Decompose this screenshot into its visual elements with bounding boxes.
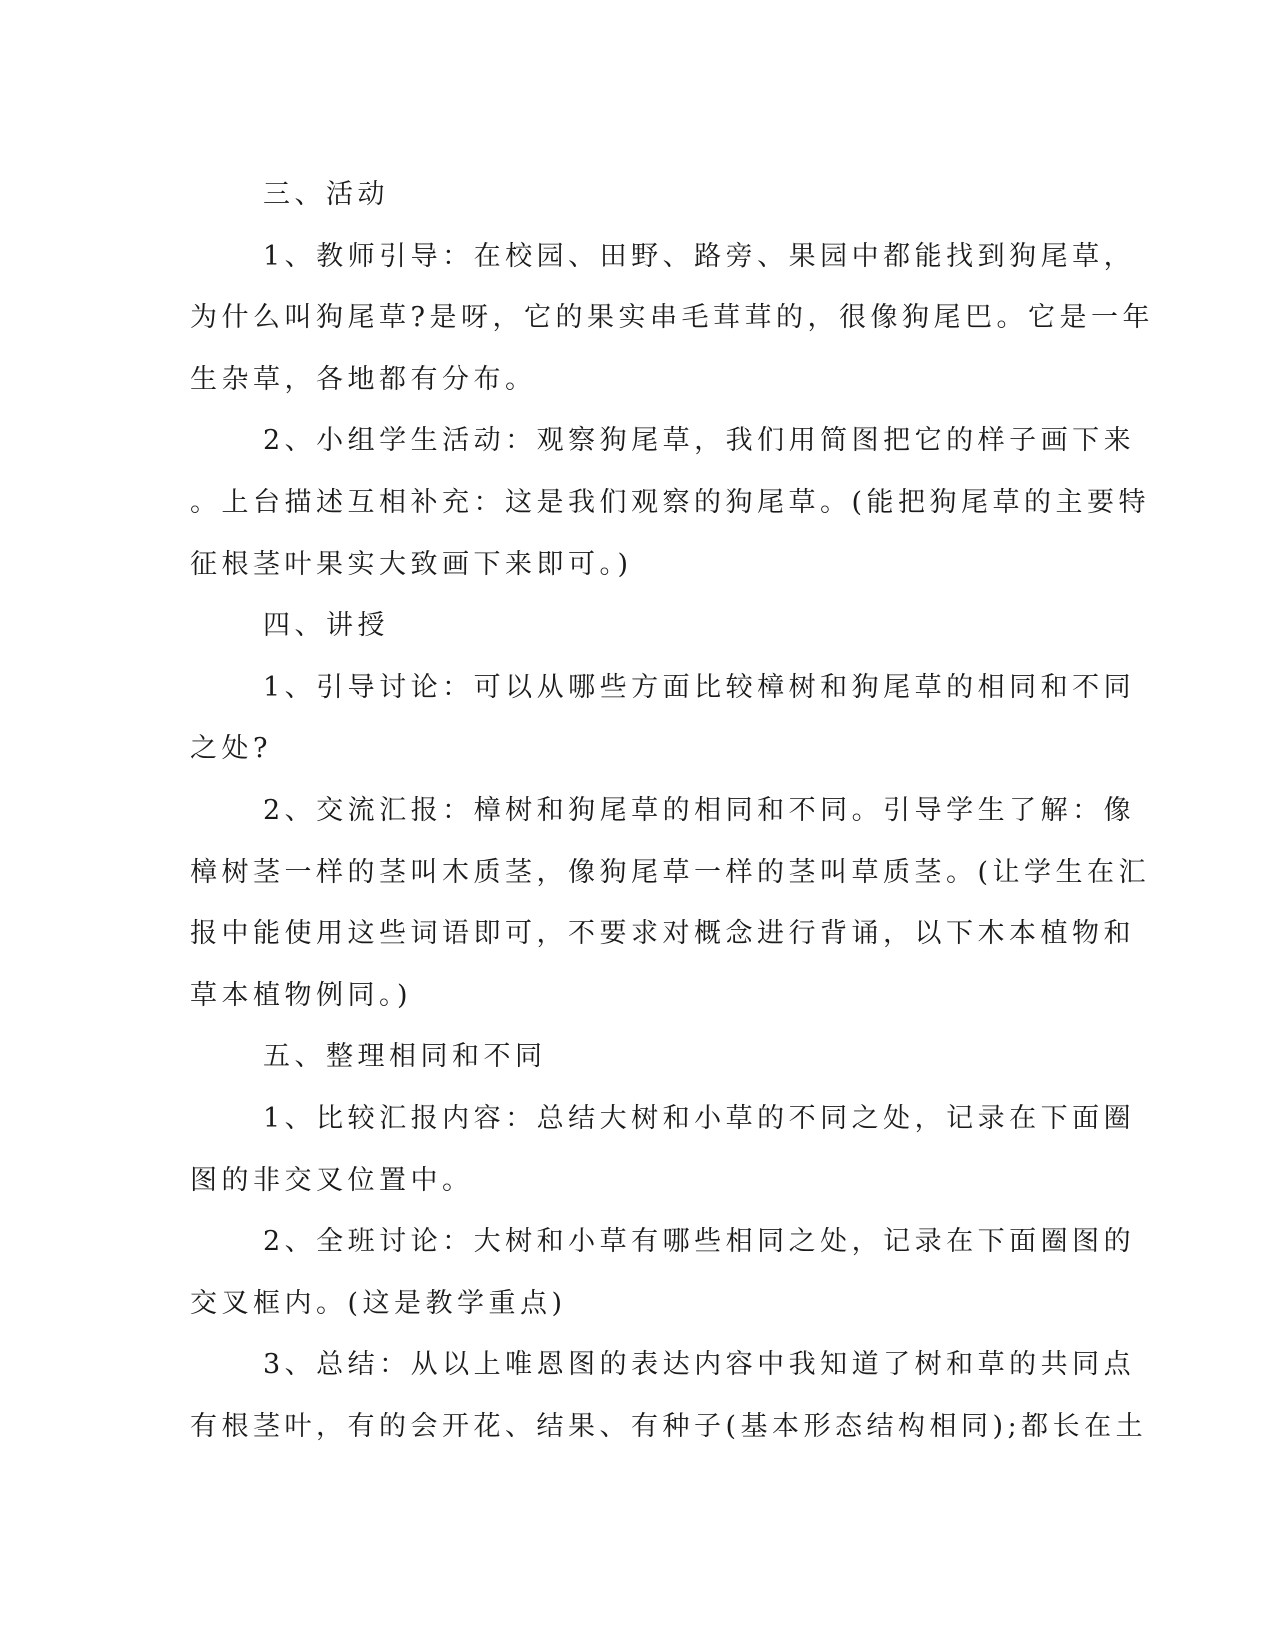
paragraph-line: 生杂草，各地都有分布。	[190, 363, 537, 395]
paragraph-line: 樟树茎一样的茎叫木质茎，像狗尾草一样的茎叫草质茎。(让学生在汇	[190, 856, 1151, 888]
paragraph-line: 1、引导讨论：可以从哪些方面比较樟树和狗尾草的相同和不同	[263, 671, 1136, 703]
paragraph-line: 图的非交叉位置中。	[190, 1164, 474, 1196]
paragraph-line: 报中能使用这些词语即可，不要求对概念进行背诵，以下木本植物和	[190, 918, 1135, 950]
paragraph-line: 2、交流汇报：樟树和狗尾草的相同和不同。引导学生了解：像	[263, 794, 1136, 826]
document-body	[190, 164, 1154, 1457]
paragraph-line: 1、比较汇报内容：总结大树和小草的不同之处，记录在下面圈	[263, 1102, 1136, 1134]
paragraph-line: 之处?	[190, 733, 272, 765]
paragraph-line: 3、总结：从以上唯恩图的表达内容中我知道了树和草的共同点	[263, 1349, 1136, 1381]
paragraph-line: 1、教师引导：在校园、田野、路旁、果园中都能找到狗尾草，	[263, 240, 1136, 272]
paragraph-line: 草本植物例同。)	[190, 979, 413, 1011]
paragraph-line: 2、小组学生活动：观察狗尾草，我们用简图把它的样子画下来	[263, 425, 1136, 457]
paragraph-line: 交叉框内。(这是教学重点)	[190, 1287, 567, 1319]
section-heading: 五、整理相同和不同	[263, 1041, 547, 1073]
section-heading: 四、讲授	[263, 610, 389, 642]
paragraph-line: 为什么叫狗尾草?是呀，它的果实串毛茸茸的，很像狗尾巴。它是一年	[190, 302, 1154, 334]
paragraph-line: 2、全班讨论：大树和小草有哪些相同之处，记录在下面圈图的	[263, 1226, 1136, 1258]
paragraph-line: 。上台描述互相补充：这是我们观察的狗尾草。(能把狗尾草的主要特	[190, 486, 1151, 518]
paragraph-line: 征根茎叶果实大致画下来即可。)	[190, 548, 633, 580]
paragraph-line: 有根茎叶，有的会开花、结果、有种子(基本形态结构相同);都长在土	[190, 1410, 1148, 1442]
section-heading: 三、活动	[263, 179, 389, 210]
